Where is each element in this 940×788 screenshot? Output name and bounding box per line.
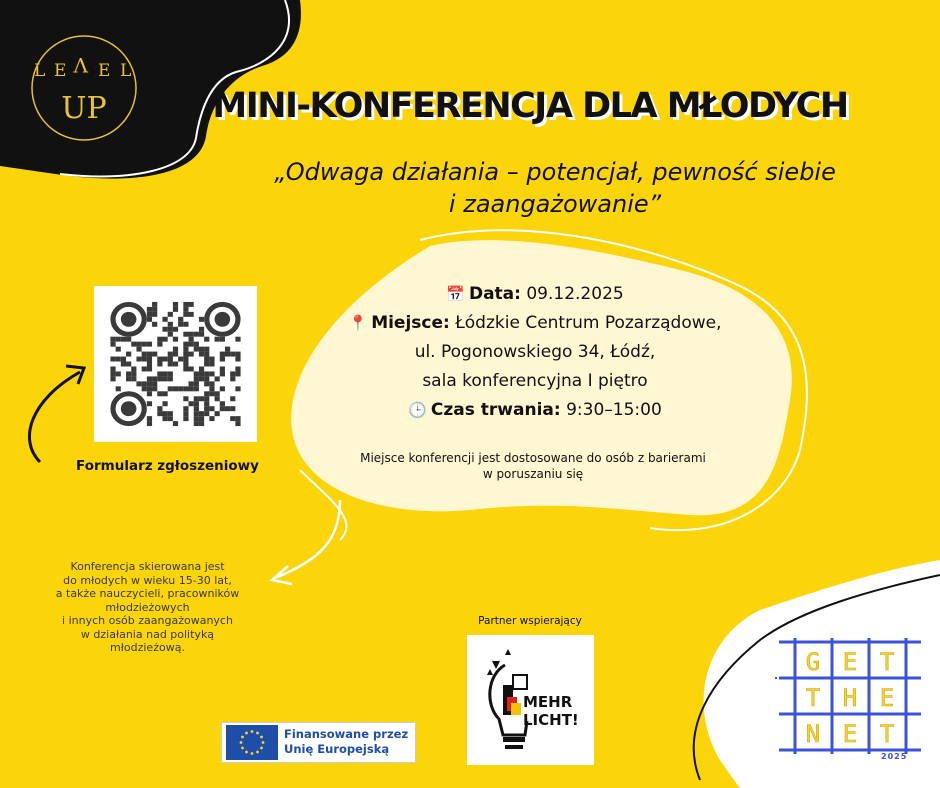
audience-line: młodzieżowych — [105, 600, 190, 614]
audience-line: Konferencja skierowana jest — [70, 560, 225, 573]
duration-row — [300, 396, 770, 425]
place-row — [300, 309, 770, 338]
partner-logo-line-1: MEHR — [523, 693, 573, 711]
grid-letter: E — [842, 720, 858, 748]
partner-logo-line-2: LICHT! — [523, 711, 579, 729]
eu-funding-badge — [221, 722, 416, 763]
eu-line-2: Unię Europejską — [284, 742, 390, 756]
black-arrow — [29, 372, 80, 462]
place-line-1: Łódzkie Centrum Pozarządowe, — [455, 313, 722, 333]
place-line-2: ul. Pogonowskiego 34, Łódź, — [414, 342, 656, 362]
place-line-3: sala konferencyjna I piętro — [422, 371, 648, 391]
get-the-net-logo — [775, 634, 925, 768]
partner-label: Partner wspierający — [478, 615, 582, 627]
audience-line: młodzieżową. — [110, 641, 185, 654]
audience-line: i innych osób zaangażowanych — [62, 614, 233, 627]
accessibility-note — [318, 450, 748, 482]
logo-letter-l1: L — [34, 61, 46, 81]
subtitle-line-1: „Odwaga działania – potencjał, pewność siebie — [274, 158, 836, 186]
audience-line: a także nauczycieli, pracowników — [55, 587, 240, 600]
registration-form-label: Formularz zgłoszeniowy — [76, 458, 259, 474]
calendar-icon: 📅 — [446, 285, 465, 303]
date-label: Data: — [468, 284, 521, 304]
qr-pattern — [94, 286, 257, 442]
accessibility-line-1: Miejsce konferencji jest dostosowane do osób z barierami — [360, 451, 706, 465]
date-value: 09.12.2025 — [526, 284, 624, 304]
subtitle-line-2: i zaangażowanie” — [448, 190, 662, 218]
page-title: MINI-KONFERENCJA DLA MŁODYCH — [212, 86, 848, 126]
logo-letter-l2: L — [120, 61, 132, 81]
registration-qr-code[interactable] — [94, 286, 257, 442]
place-label: Miejsce: — [371, 313, 450, 333]
white-arrow — [275, 500, 340, 578]
grid-letter: T — [805, 684, 821, 712]
grid-letter: T — [879, 648, 895, 676]
grid-letter: H — [842, 684, 858, 712]
event-details — [300, 280, 770, 425]
grid-letter: G — [805, 648, 821, 676]
duration-label: Czas trwania: — [430, 400, 561, 420]
grid-letter: E — [842, 648, 858, 676]
subtitle — [195, 156, 915, 220]
logo-letter-e2: E — [98, 61, 111, 81]
grid-letter: N — [805, 720, 821, 748]
accessibility-line-2: w poruszaniu się — [482, 467, 584, 481]
grid-letter: T — [879, 720, 895, 748]
audience-line: do młodych w wieku 15-30 lat, — [63, 573, 232, 587]
get-the-net-year: 2025 — [881, 752, 908, 761]
partner-logo-mehr-licht — [467, 635, 594, 765]
duration-value: 9:30–15:00 — [566, 400, 662, 420]
level-up-logo — [28, 32, 140, 144]
clock-icon: 🕒 — [408, 401, 427, 419]
grid-letter: E — [879, 684, 895, 712]
pin-icon: 📍 — [348, 314, 368, 332]
logo-up: UP — [61, 91, 107, 126]
logo-letter-v: V — [73, 53, 88, 77]
logo-letter-e1: E — [54, 61, 67, 81]
eu-line-1: Finansowane przez — [284, 727, 409, 741]
eu-flag-icon — [226, 725, 278, 760]
eu-text — [284, 727, 414, 757]
audience-line: w działania nad polityką — [80, 627, 215, 641]
date-row — [300, 280, 770, 309]
audience-text — [30, 560, 265, 655]
